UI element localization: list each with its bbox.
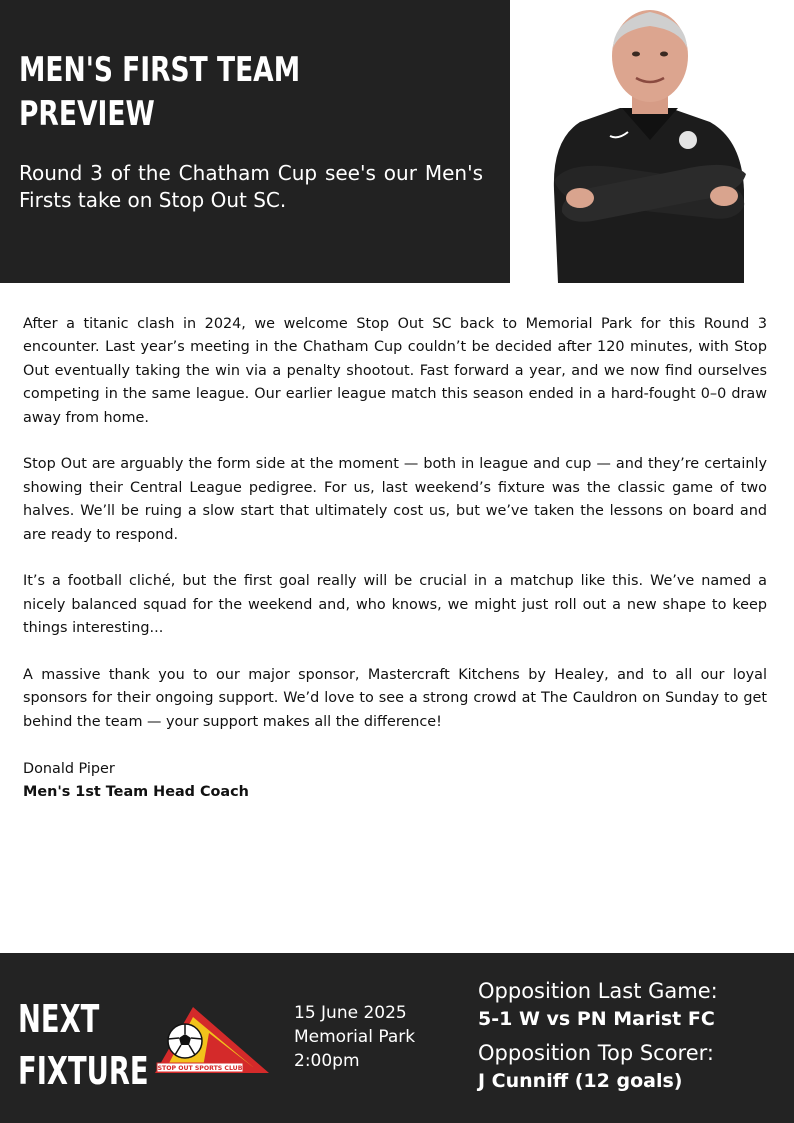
article-paragraph: Stop Out are arguably the form side at the moment — both in league and cup — and they’re certainly showing their Central League pedigree. For us, last weekend’s fixture was the classic game of two halves. We’ll be ruing a slow start that ultimately cost us, but we’ve taken the lessons on board and are ready to respond. (23, 456, 767, 543)
title-line-1: MEN'S FIRST TEAM (19, 50, 301, 90)
fixture-details (294, 1001, 415, 1073)
opposition-last-game-label: Opposition Last Game: (478, 979, 718, 1003)
next-fixture-line-1: NEXT (18, 997, 100, 1041)
club-logo-image (153, 1003, 271, 1077)
opposition-top-scorer-value: J Cunniff (12 goals) (478, 1070, 683, 1092)
logo-text: STOP OUT SPORTS CLUB (157, 1065, 243, 1072)
next-fixture-footer (0, 953, 794, 1123)
article-paragraph: It’s a football cliché, but the first goal really will be crucial in a matchup like this. We’ve named a nicely balanced squad for the weekend and, who knows, we might just roll out a new shape to keep things interesting... (23, 573, 767, 637)
article-paragraph: A massive thank you to our major sponsor, Mastercraft Kitchens by Healey, and to all our loyal sponsors for their ongoing support. We’d love to see a strong crowd at The Cauldron on Sunday to get behind the team — your support makes all the difference! (23, 667, 767, 730)
subtitle: Round 3 of the Chatham Cup see's our Men's Firsts take on Stop Out SC. (19, 161, 483, 212)
next-fixture-heading (18, 993, 149, 1097)
article-body (23, 313, 767, 804)
opposition-info (478, 977, 778, 1101)
header-panel (0, 0, 510, 283)
page-title (19, 48, 347, 136)
fixture-venue: Memorial Park (294, 1027, 416, 1047)
club-logo (153, 1003, 271, 1077)
fixture-time: 2:00pm (294, 1051, 360, 1071)
coach-photo (510, 0, 794, 283)
coach-portrait-image (510, 0, 794, 283)
opposition-last-game-value: 5-1 W vs PN Marist FC (478, 1008, 715, 1030)
next-fixture-line-2: FIXTURE (18, 1049, 149, 1093)
article-paragraph: After a titanic clash in 2024, we welcome Stop Out SC back to Memorial Park for this Round 3 encounter. Last year’s meeting in the Chatham Cup couldn’t be decided after 120 minutes, with Stop Out eventually taking the win via a penalty shootout. Fast forward a year, and we now find ourselves competing in the same league. Our earlier league match this season ended in a hard-fought 0–0 draw away from home. (23, 316, 767, 426)
title-line-2: PREVIEW (19, 94, 155, 134)
signature-role: Men's 1st Team Head Coach (23, 784, 249, 801)
opposition-top-scorer-label: Opposition Top Scorer: (478, 1041, 714, 1065)
fixture-date: 15 June 2025 (294, 1003, 407, 1023)
signature-name: Donald Piper (23, 760, 115, 777)
